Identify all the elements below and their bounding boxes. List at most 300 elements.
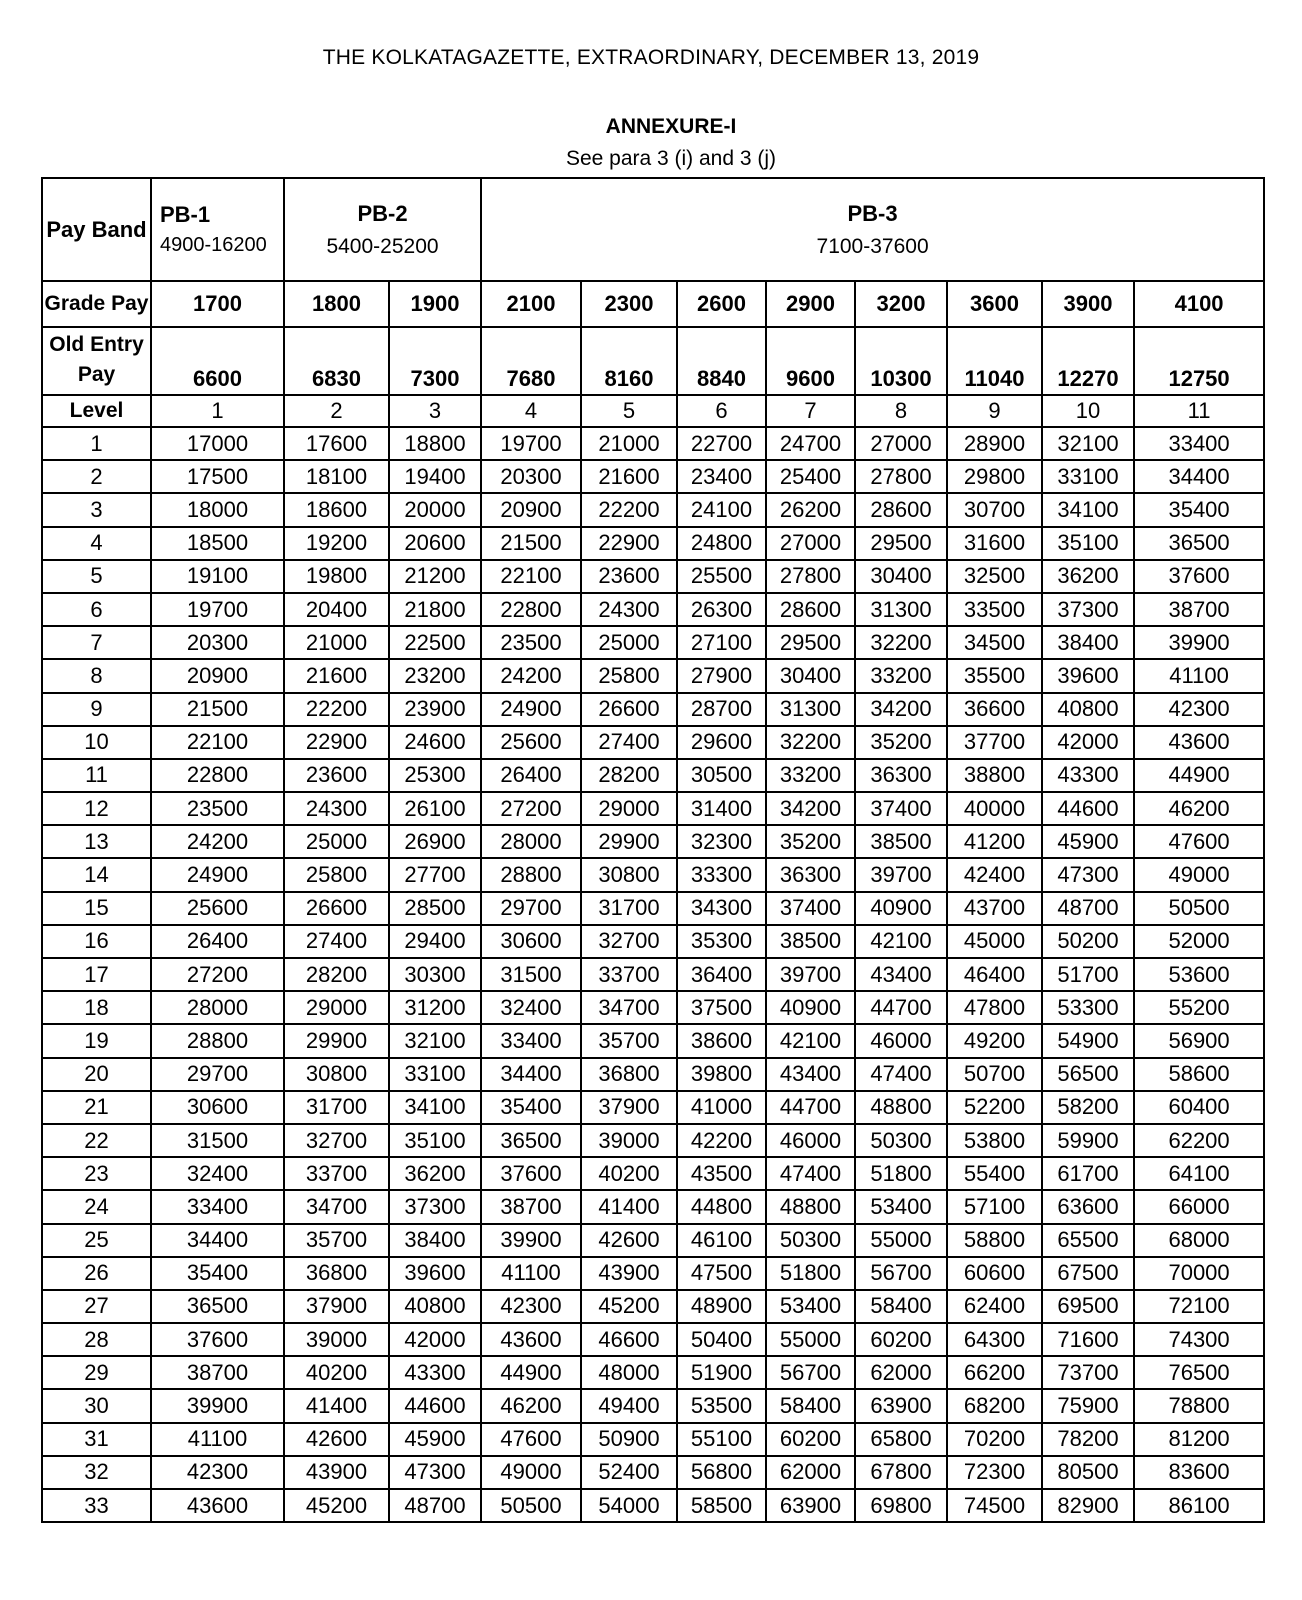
pay-cell: 17000 (151, 427, 284, 460)
pay-cell: 40800 (389, 1290, 481, 1323)
stage-number: 32 (42, 1456, 151, 1489)
pay-cell: 28500 (389, 892, 481, 925)
pay-cell: 36300 (766, 858, 855, 891)
pay-cell: 58800 (947, 1224, 1042, 1257)
stage-number: 20 (42, 1058, 151, 1091)
grade-pay-cell: 2300 (581, 281, 677, 327)
pay-cell: 22100 (481, 560, 581, 593)
stage-number: 23 (42, 1157, 151, 1190)
pay-cell: 49000 (481, 1456, 581, 1489)
stage-number: 6 (42, 593, 151, 626)
pay-cell: 53500 (677, 1389, 766, 1422)
table-row (42, 1058, 1264, 1091)
pay-cell: 46200 (481, 1389, 581, 1422)
pay-band-range: 4900-16200 (160, 234, 267, 256)
pay-cell: 71600 (1042, 1323, 1134, 1356)
pay-cell: 81200 (1134, 1423, 1264, 1456)
pay-cell: 36200 (1042, 560, 1134, 593)
pay-cell: 28600 (855, 493, 947, 526)
table-row (42, 759, 1264, 792)
pay-cell: 24100 (677, 493, 766, 526)
pay-cell: 63900 (855, 1389, 947, 1422)
stage-number: 28 (42, 1323, 151, 1356)
pay-cell: 32400 (481, 991, 581, 1024)
pay-cell: 19700 (481, 427, 581, 460)
stage-number: 33 (42, 1489, 151, 1522)
pay-cell: 38700 (151, 1356, 284, 1389)
pay-cell: 25300 (389, 759, 481, 792)
pay-cell: 21000 (581, 427, 677, 460)
pay-band-range: 7100-37600 (816, 234, 929, 258)
pay-cell: 32300 (677, 825, 766, 858)
level-cell: 2 (284, 395, 389, 427)
pay-cell: 51800 (855, 1157, 947, 1190)
pay-cell: 38700 (481, 1190, 581, 1223)
stage-number: 11 (42, 759, 151, 792)
pay-cell: 50700 (947, 1058, 1042, 1091)
pay-cell: 32400 (151, 1157, 284, 1190)
pay-cell: 31700 (581, 892, 677, 925)
pay-cell: 30400 (766, 659, 855, 692)
pay-matrix-table (41, 177, 1265, 1523)
pay-cell: 60200 (766, 1423, 855, 1456)
table-row (42, 958, 1264, 991)
pay-cell: 70200 (947, 1423, 1042, 1456)
pay-cell: 43400 (766, 1058, 855, 1091)
pay-cell: 41000 (677, 1091, 766, 1124)
pay-cell: 86100 (1134, 1489, 1264, 1522)
pay-cell: 44600 (1042, 792, 1134, 825)
pay-cell: 69800 (855, 1489, 947, 1522)
pay-cell: 47500 (677, 1257, 766, 1290)
pay-cell: 24200 (481, 659, 581, 692)
pay-cell: 26100 (389, 792, 481, 825)
pay-cell: 43400 (855, 958, 947, 991)
pay-cell: 54900 (1042, 1024, 1134, 1057)
pay-band-label: Pay Band (42, 178, 151, 281)
pay-cell: 43300 (1042, 759, 1134, 792)
pay-cell: 53600 (1134, 958, 1264, 991)
table-row (42, 493, 1264, 526)
pay-cell: 41200 (947, 825, 1042, 858)
pay-cell: 28800 (151, 1024, 284, 1057)
grade-pay-cell: 1800 (284, 281, 389, 327)
pay-cell: 75900 (1042, 1389, 1134, 1422)
pay-cell: 42200 (677, 1124, 766, 1157)
pay-cell: 49200 (947, 1024, 1042, 1057)
stage-number: 7 (42, 626, 151, 659)
pay-cell: 48800 (855, 1091, 947, 1124)
pay-cell: 29000 (581, 792, 677, 825)
pay-cell: 42600 (284, 1423, 389, 1456)
table-row (42, 726, 1264, 759)
pay-cell: 69500 (1042, 1290, 1134, 1323)
pay-cell: 40000 (947, 792, 1042, 825)
pay-cell: 23500 (151, 792, 284, 825)
pay-cell: 35700 (581, 1024, 677, 1057)
pay-cell: 29500 (855, 527, 947, 560)
pay-cell: 28700 (677, 693, 766, 726)
pay-cell: 38800 (947, 759, 1042, 792)
pay-cell: 39800 (677, 1058, 766, 1091)
pay-cell: 56700 (766, 1356, 855, 1389)
pay-cell: 24200 (151, 825, 284, 858)
stage-number: 27 (42, 1290, 151, 1323)
pay-cell: 58600 (1134, 1058, 1264, 1091)
pay-cell: 30300 (389, 958, 481, 991)
pay-cell: 43700 (947, 892, 1042, 925)
pay-cell: 38400 (1042, 626, 1134, 659)
pay-cell: 43300 (389, 1356, 481, 1389)
pay-cell: 34700 (581, 991, 677, 1024)
pay-cell: 34100 (1042, 493, 1134, 526)
stage-number: 15 (42, 892, 151, 925)
pay-cell: 26600 (581, 693, 677, 726)
pay-band-cell-pb1 (151, 178, 284, 281)
stage-number: 9 (42, 693, 151, 726)
pay-cell: 27400 (284, 925, 389, 958)
pay-cell: 24900 (481, 693, 581, 726)
pay-cell: 23200 (389, 659, 481, 692)
grade-pay-cell: 4100 (1134, 281, 1264, 327)
table-row (42, 1091, 1264, 1124)
pay-cell: 78200 (1042, 1423, 1134, 1456)
pay-cell: 33100 (389, 1058, 481, 1091)
pay-cell: 23600 (581, 560, 677, 593)
pay-cell: 36300 (855, 759, 947, 792)
pay-cell: 78800 (1134, 1389, 1264, 1422)
level-cell: 1 (151, 395, 284, 427)
pay-cell: 22200 (284, 693, 389, 726)
pay-cell: 40800 (1042, 693, 1134, 726)
pay-cell: 74300 (1134, 1323, 1264, 1356)
stage-number: 4 (42, 527, 151, 560)
pay-cell: 18600 (284, 493, 389, 526)
pay-cell: 37300 (1042, 593, 1134, 626)
pay-cell: 24600 (389, 726, 481, 759)
table-row (42, 1389, 1264, 1422)
pay-cell: 42400 (947, 858, 1042, 891)
pay-cell: 68000 (1134, 1224, 1264, 1257)
table-row (42, 427, 1264, 460)
pay-cell: 37900 (581, 1091, 677, 1124)
old-entry-pay-cell: 6600 (151, 327, 284, 395)
level-cell: 3 (389, 395, 481, 427)
pay-cell: 27000 (766, 527, 855, 560)
table-row (42, 925, 1264, 958)
old-entry-pay-cell: 7680 (481, 327, 581, 395)
pay-cell: 27000 (855, 427, 947, 460)
stage-number: 10 (42, 726, 151, 759)
pay-cell: 55100 (677, 1423, 766, 1456)
pay-cell: 25800 (284, 858, 389, 891)
pay-cell: 34700 (284, 1190, 389, 1223)
pay-cell: 39600 (1042, 659, 1134, 692)
pay-cell: 53400 (855, 1190, 947, 1223)
pay-cell: 33100 (1042, 460, 1134, 493)
pay-cell: 24800 (677, 527, 766, 560)
annexure-title: ANNEXURE-I (605, 115, 737, 138)
table-row (42, 1456, 1264, 1489)
pay-band-cell-pb2 (284, 178, 481, 281)
pay-cell: 48000 (581, 1356, 677, 1389)
pay-band-name: PB-1 (160, 202, 211, 227)
pay-cell: 55000 (766, 1323, 855, 1356)
pay-cell: 58400 (855, 1290, 947, 1323)
pay-cell: 27400 (581, 726, 677, 759)
pay-cell: 29500 (766, 626, 855, 659)
pay-cell: 22100 (151, 726, 284, 759)
pay-cell: 37400 (766, 892, 855, 925)
pay-cell: 22200 (581, 493, 677, 526)
pay-cell: 40900 (855, 892, 947, 925)
pay-cell: 41100 (151, 1423, 284, 1456)
pay-cell: 36500 (481, 1124, 581, 1157)
pay-cell: 43900 (284, 1456, 389, 1489)
pay-cell: 48800 (766, 1190, 855, 1223)
pay-cell: 62400 (947, 1290, 1042, 1323)
pay-cell: 23400 (677, 460, 766, 493)
pay-cell: 27800 (766, 560, 855, 593)
pay-cell: 44700 (766, 1091, 855, 1124)
pay-cell: 22800 (481, 593, 581, 626)
pay-cell: 42300 (151, 1456, 284, 1489)
pay-cell: 66000 (1134, 1190, 1264, 1223)
pay-cell: 40900 (766, 991, 855, 1024)
pay-cell: 39000 (581, 1124, 677, 1157)
pay-cell: 67500 (1042, 1257, 1134, 1290)
pay-cell: 47400 (766, 1157, 855, 1190)
table-row (42, 792, 1264, 825)
level-cell: 7 (766, 395, 855, 427)
pay-cell: 58200 (1042, 1091, 1134, 1124)
pay-cell: 46100 (677, 1224, 766, 1257)
grade-pay-cell: 3600 (947, 281, 1042, 327)
pay-cell: 51700 (1042, 958, 1134, 991)
pay-band-name: PB-3 (847, 200, 898, 226)
pay-cell: 30600 (481, 925, 581, 958)
old-entry-pay-cell: 9600 (766, 327, 855, 395)
pay-cell: 30600 (151, 1091, 284, 1124)
pay-cell: 31400 (677, 792, 766, 825)
pay-cell: 20000 (389, 493, 481, 526)
pay-cell: 27100 (677, 626, 766, 659)
pay-cell: 25400 (766, 460, 855, 493)
pay-cell: 46400 (947, 958, 1042, 991)
pay-cell: 53800 (947, 1124, 1042, 1157)
pay-cell: 45200 (581, 1290, 677, 1323)
table-row (42, 560, 1264, 593)
table-row (42, 1489, 1264, 1522)
pay-cell: 50300 (766, 1224, 855, 1257)
pay-cell: 43900 (581, 1257, 677, 1290)
pay-cell: 30800 (284, 1058, 389, 1091)
gazette-header: THE KOLKATAGAZETTE, EXTRAORDINARY, DECEMBER 13, 2019 (322, 46, 980, 69)
pay-cell: 56800 (677, 1456, 766, 1489)
pay-cell: 34200 (766, 792, 855, 825)
old-entry-pay-label: Old Entry Pay (42, 327, 151, 395)
pay-cell: 83600 (1134, 1456, 1264, 1489)
pay-cell: 26600 (284, 892, 389, 925)
pay-cell: 26200 (766, 493, 855, 526)
pay-cell: 35400 (481, 1091, 581, 1124)
pay-cell: 46200 (1134, 792, 1264, 825)
pay-cell: 28000 (481, 825, 581, 858)
pay-cell: 43600 (151, 1489, 284, 1522)
pay-cell: 24700 (766, 427, 855, 460)
pay-cell: 55400 (947, 1157, 1042, 1190)
pay-cell: 52400 (581, 1456, 677, 1489)
pay-cell: 46000 (855, 1024, 947, 1057)
pay-cell: 57100 (947, 1190, 1042, 1223)
pay-cell: 58500 (677, 1489, 766, 1522)
pay-cell: 32100 (389, 1024, 481, 1057)
table-row (42, 1257, 1264, 1290)
pay-cell: 23900 (389, 693, 481, 726)
pay-cell: 18500 (151, 527, 284, 560)
pay-cell: 55000 (855, 1224, 947, 1257)
level-cell: 11 (1134, 395, 1264, 427)
pay-cell: 37700 (947, 726, 1042, 759)
pay-cell: 37300 (389, 1190, 481, 1223)
pay-cell: 61700 (1042, 1157, 1134, 1190)
pay-cell: 33400 (1134, 427, 1264, 460)
pay-cell: 39900 (481, 1224, 581, 1257)
pay-cell: 34400 (481, 1058, 581, 1091)
pay-cell: 54000 (581, 1489, 677, 1522)
table-row (42, 1323, 1264, 1356)
pay-cell: 74500 (947, 1489, 1042, 1522)
pay-cell: 31200 (389, 991, 481, 1024)
pay-cell: 42100 (766, 1024, 855, 1057)
pay-cell: 47400 (855, 1058, 947, 1091)
pay-cell: 24300 (284, 792, 389, 825)
pay-cell: 21500 (151, 693, 284, 726)
table-row (42, 1423, 1264, 1456)
pay-cell: 39000 (284, 1323, 389, 1356)
pay-cell: 37900 (284, 1290, 389, 1323)
pay-cell: 36500 (1134, 527, 1264, 560)
pay-cell: 21000 (284, 626, 389, 659)
old-entry-pay-cell: 8160 (581, 327, 677, 395)
pay-cell: 22800 (151, 759, 284, 792)
pay-cell: 19700 (151, 593, 284, 626)
pay-cell: 42000 (389, 1323, 481, 1356)
pay-cell: 29900 (284, 1024, 389, 1057)
level-cell: 4 (481, 395, 581, 427)
pay-cell: 33700 (284, 1157, 389, 1190)
table-row (42, 1356, 1264, 1389)
pay-cell: 48700 (389, 1489, 481, 1522)
pay-cell: 38500 (855, 825, 947, 858)
pay-cell: 31700 (284, 1091, 389, 1124)
table-row (42, 1024, 1264, 1057)
stage-number: 22 (42, 1124, 151, 1157)
grade-pay-label: Grade Pay (42, 281, 151, 327)
pay-cell: 26900 (389, 825, 481, 858)
pay-cell: 36600 (947, 693, 1042, 726)
level-cell: 9 (947, 395, 1042, 427)
pay-cell: 32200 (855, 626, 947, 659)
pay-cell: 40200 (284, 1356, 389, 1389)
pay-cell: 25600 (481, 726, 581, 759)
pay-cell: 23500 (481, 626, 581, 659)
pay-cell: 45200 (284, 1489, 389, 1522)
pay-cell: 47600 (1134, 825, 1264, 858)
pay-cell: 37600 (1134, 560, 1264, 593)
pay-cell: 55200 (1134, 991, 1264, 1024)
pay-cell: 37400 (855, 792, 947, 825)
pay-cell: 45000 (947, 925, 1042, 958)
pay-cell: 31500 (151, 1124, 284, 1157)
pay-cell: 34200 (855, 693, 947, 726)
pay-cell: 28900 (947, 427, 1042, 460)
stage-number: 16 (42, 925, 151, 958)
pay-cell: 49000 (1134, 858, 1264, 891)
pay-cell: 34100 (389, 1091, 481, 1124)
pay-cell: 19200 (284, 527, 389, 560)
pay-cell: 80500 (1042, 1456, 1134, 1489)
pay-cell: 29800 (947, 460, 1042, 493)
pay-cell: 29700 (481, 892, 581, 925)
pay-cell: 76500 (1134, 1356, 1264, 1389)
table-row (42, 858, 1264, 891)
pay-cell: 32700 (284, 1124, 389, 1157)
pay-cell: 39900 (151, 1389, 284, 1422)
pay-cell: 27700 (389, 858, 481, 891)
grade-pay-cell: 2900 (766, 281, 855, 327)
level-cell: 5 (581, 395, 677, 427)
table-row (42, 460, 1264, 493)
pay-cell: 20300 (481, 460, 581, 493)
pay-cell: 47600 (481, 1423, 581, 1456)
stage-number: 14 (42, 858, 151, 891)
pay-cell: 65800 (855, 1423, 947, 1456)
pay-cell: 60400 (1134, 1091, 1264, 1124)
pay-cell: 25000 (581, 626, 677, 659)
pay-cell: 35200 (855, 726, 947, 759)
pay-cell: 28200 (581, 759, 677, 792)
pay-cell: 43500 (677, 1157, 766, 1190)
old-entry-pay-row (42, 327, 1264, 395)
stage-number: 13 (42, 825, 151, 858)
pay-cell: 23600 (284, 759, 389, 792)
pay-cell: 36200 (389, 1157, 481, 1190)
pay-cell: 50400 (677, 1323, 766, 1356)
pay-cell: 36400 (677, 958, 766, 991)
table-row (42, 659, 1264, 692)
stage-number: 30 (42, 1389, 151, 1422)
table-row (42, 1290, 1264, 1323)
pay-cell: 72100 (1134, 1290, 1264, 1323)
pay-cell: 36800 (284, 1257, 389, 1290)
grade-pay-cell: 2100 (481, 281, 581, 327)
pay-cell: 30800 (581, 858, 677, 891)
pay-cell: 51800 (766, 1257, 855, 1290)
pay-cell: 35700 (284, 1224, 389, 1257)
pay-cell: 33400 (151, 1190, 284, 1223)
old-entry-pay-cell: 7300 (389, 327, 481, 395)
pay-cell: 44900 (481, 1356, 581, 1389)
pay-cell: 26400 (151, 925, 284, 958)
stage-number: 21 (42, 1091, 151, 1124)
pay-cell: 25800 (581, 659, 677, 692)
pay-cell: 64100 (1134, 1157, 1264, 1190)
pay-cell: 36800 (581, 1058, 677, 1091)
pay-cell: 68200 (947, 1389, 1042, 1422)
pay-cell: 28600 (766, 593, 855, 626)
pay-cell: 50200 (1042, 925, 1134, 958)
